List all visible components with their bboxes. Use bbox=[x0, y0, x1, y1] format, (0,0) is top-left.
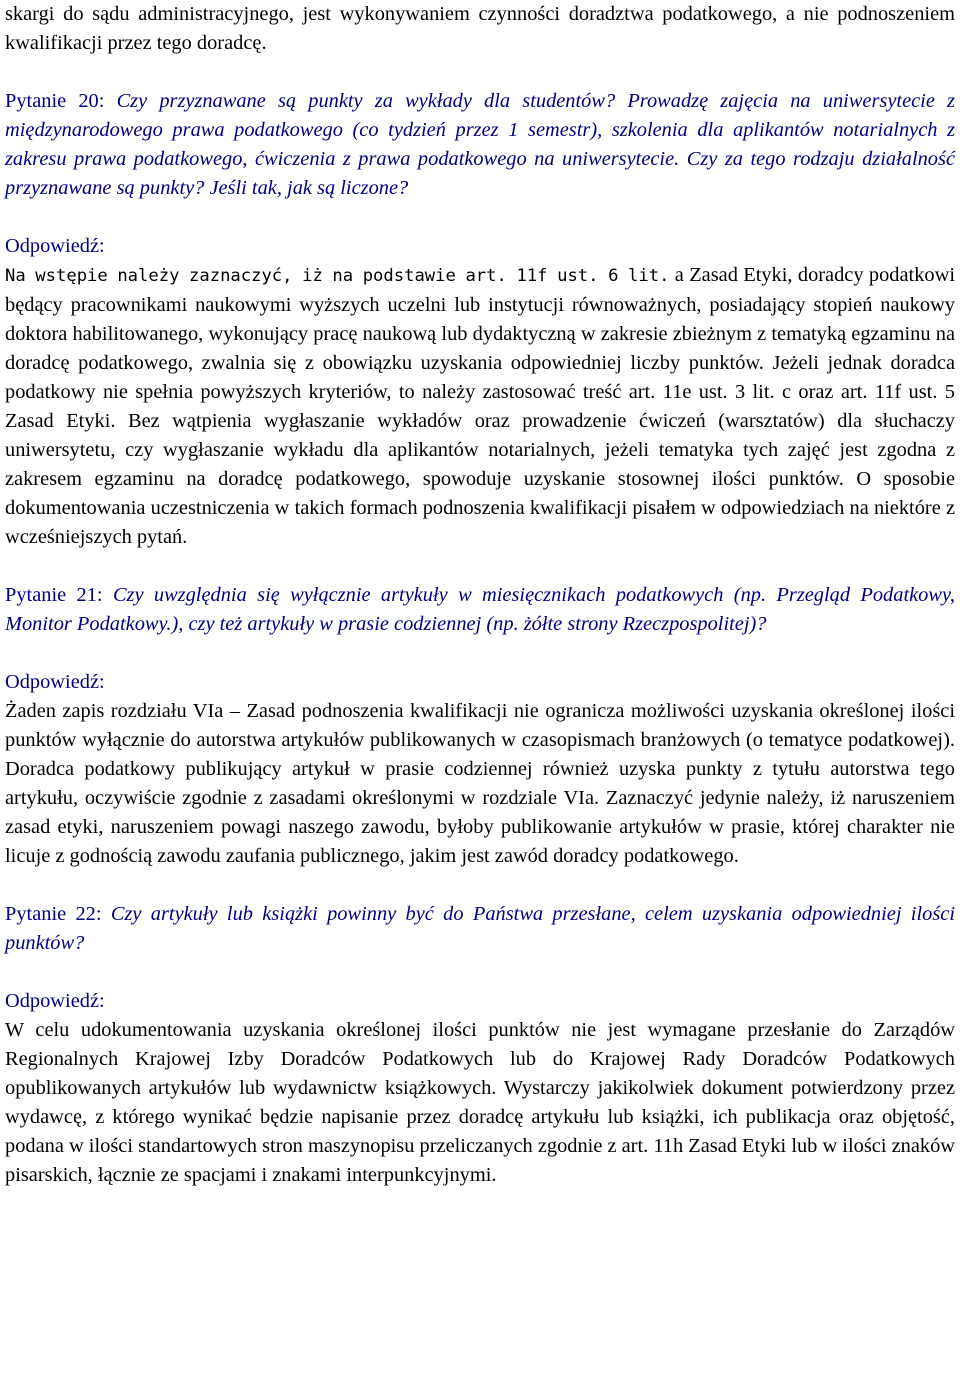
question-22 bbox=[5, 900, 955, 958]
spacer bbox=[5, 552, 955, 581]
question-22-text: Czy artykuły lub książki powinny być do Państwa przesłane, celem uzyskania odpowiedniej ilości punktów? bbox=[5, 903, 955, 954]
question-20-label: Pytanie 20: bbox=[5, 90, 105, 112]
question-21-label: Pytanie 21: bbox=[5, 584, 103, 606]
answer-20-label bbox=[5, 232, 955, 261]
question-22-label: Pytanie 22: bbox=[5, 903, 102, 925]
answer-22: W celu udokumentowania uzyskania określonej ilości punktów nie jest wymagane przesłanie do Zarządów Regionalnych Krajowej Izby Doradców Podatkowych lub do Krajowej Rady Doradców Podatkowych opublikowanych artykułów lub wydawnictw książkowych. Wystarczy jakikolwiek dokument potwierdzony przez wydawcę, z którego wynikać będzie napisanie przez doradcę artykułu lub książki, ich publikacja oraz objętość, podana w ilości standartowych stron maszynopisu przeliczanych zgodnie z art. 11h Zasad Etyki lub w ilości znaków pisarskich, łącznie ze spacjami i znakami interpunkcyjnymi. bbox=[5, 1019, 955, 1186]
answer-22-label bbox=[5, 987, 955, 1016]
answer-20 bbox=[5, 261, 955, 552]
document-page bbox=[5, 0, 955, 1190]
answer-label: Odpowiedź: bbox=[5, 990, 105, 1012]
answer-20-text: a Zasad Etyki, doradcy podatkowi będący pracownikami naukowymi wyższych uczelni lub instytucji równoważnych, posiadający stopień naukowy doktora habilitowanego, wykonujący pracę naukową lub dydaktyczną w zakresie zbieżnym z tematyką egzaminu na doradcę podatkowego, zwalnia się z obowiązku uzyskania odpowiedniej liczby punktów. Jeżeli jednak doradca podatkowy nie spełnia powyższych kryteriów, to należy zastosować treść art. 11e ust. 3 lit. c oraz art. 11f ust. 5 Zasad Etyki. Bez wątpienia wygłaszanie wykładów oraz prowadzenie ćwiczeń (warsztatów) dla słuchaczy uniwersytetu, czy wygłaszanie wykładu dla aplikantów notarialnych, jeżeli tematyka tych zajęć jest zgodna z zakresem egzaminu na doradcę podatkowego, spowoduje uzyskanie stosownej ilości punktów. O sposobie dokumentowania uczestniczenia w takich formach podnoszenia kwalifikacji pisałem w odpowiedziach na niektóre z wcześniejszych pytań. bbox=[5, 264, 955, 548]
spacer bbox=[5, 958, 955, 987]
spacer bbox=[5, 871, 955, 900]
spacer bbox=[5, 58, 955, 87]
question-20-text: Czy przyznawane są punkty za wykłady dla studentów? Prowadzę zajęcia na uniwersytecie z międzynarodowego prawa podatkowego (co tydzień przez 1 semestr), szkolenia dla aplikantów notarialnych z zakresu prawa podatkowego, ćwiczenia z prawa podatkowego na uniwersytecie. Czy za tego rodzaju działalność przyznawane są punkty? Jeśli tak, jak są liczone? bbox=[5, 90, 955, 199]
spacer bbox=[5, 203, 955, 232]
answer-21-label bbox=[5, 668, 955, 697]
question-21 bbox=[5, 581, 955, 639]
question-20 bbox=[5, 87, 955, 203]
question-21-text: Czy uwzględnia się wyłącznie artykuły w miesięcznikach podatkowych (np. Przegląd Podatkowy, Monitor Podatkowy.), czy też artykuły w prasie codziennej (np. żółte strony Rzeczpospolitej)? bbox=[5, 584, 955, 635]
answer-20-mono-text: Na wstępie należy zaznaczyć, iż na podstawie art. 11f ust. 6 lit. bbox=[5, 266, 670, 286]
intro-paragraph: skargi do sądu administracyjnego, jest wykonywaniem czynności doradztwa podatkowego, a nie podnoszeniem kwalifikacji przez tego doradcę. bbox=[5, 3, 955, 54]
spacer bbox=[5, 639, 955, 668]
answer-label: Odpowiedź: bbox=[5, 235, 105, 257]
answer-21: Żaden zapis rozdziału VIa – Zasad podnoszenia kwalifikacji nie ogranicza możliwości uzyskania określonej ilości punktów wyłącznie do autorstwa artykułów publikowanych w czasopismach branżowych (o tematyce podatkowej). Doradca podatkowy publikujący artykuł w prasie codziennej również uzyska punkty z tytułu autorstwa tego artykułu, oczywiście zgodnie z zasadami określonymi w rozdziale VIa. Zaznaczyć jedynie należy, iż naruszeniem zasad etyki, naruszeniem powagi naszego zawodu, byłoby publikowanie artykułów w prasie, której charakter nie licuje z godnością zawodu zaufania publicznego, jakim jest zawód doradcy podatkowego. bbox=[5, 700, 955, 867]
answer-label: Odpowiedź: bbox=[5, 671, 105, 693]
